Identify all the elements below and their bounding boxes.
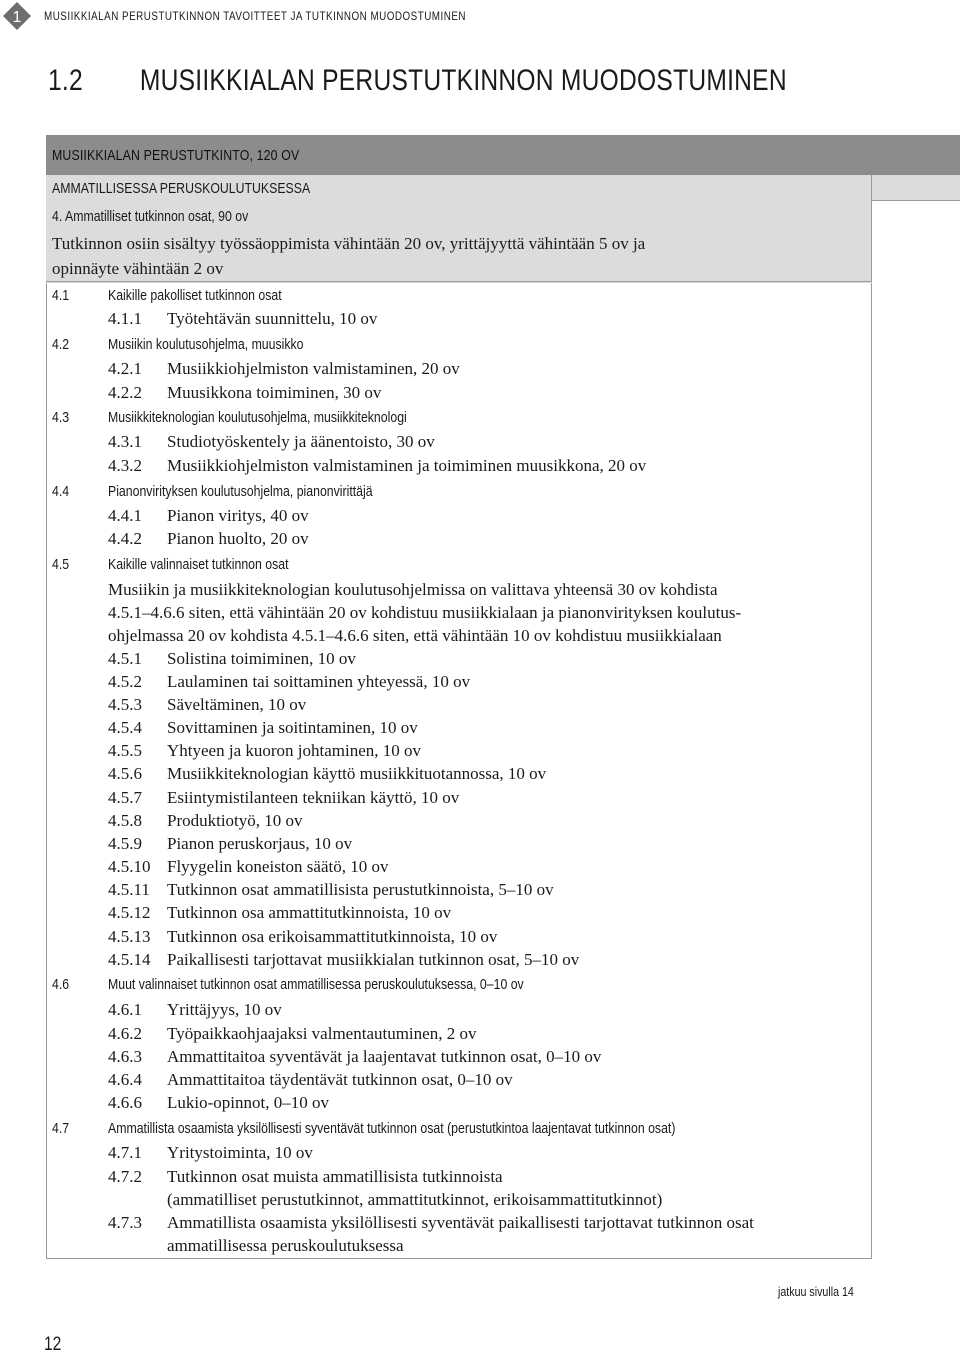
item-number: 4.5.7	[108, 788, 142, 807]
item-number: 4.2.2	[108, 383, 142, 402]
subsection-title: Muut valinnaiset tutkinnon osat ammatillisessa peruskoulutuksessa, 0–10 ov	[108, 976, 524, 993]
degree-title: MUSIIKKIALAN PERUSTUTKINTO, 120 OV	[52, 147, 300, 164]
section-heading	[48, 64, 787, 98]
item-number: 4.5.6	[108, 764, 142, 783]
item-title: Sovittaminen ja soitintaminen, 10 ov	[167, 718, 418, 737]
item-number: 4.5.10	[108, 857, 151, 876]
subsection-title: Kaikille valinnaiset tutkinnon osat	[108, 556, 289, 573]
part-description-line: opinnäyte vähintään 2 ov	[52, 259, 224, 278]
item-title: Produktiotyö, 10 ov	[167, 811, 303, 830]
subsection-title: Musiikkiteknologian koulutusohjelma, musiikkiteknologi	[108, 409, 407, 426]
degree-banner	[46, 135, 960, 175]
item-title: Tutkinnon osat muista ammatillisista tutkinnoista	[167, 1167, 503, 1186]
item-number: 4.1.1	[108, 309, 142, 328]
item-title: Yrittäjyys, 10 ov	[167, 1000, 282, 1019]
item-number: 4.5.12	[108, 903, 151, 922]
subsection-title: Kaikille pakolliset tutkinnon osat	[108, 287, 282, 304]
subsection-title: Ammatillista osaamista yksilöllisesti syventävät tutkinnon osat (perustutkintoa laajentavat tutkinnon osat)	[108, 1120, 676, 1137]
item-number: 4.5.13	[108, 927, 151, 946]
item-title: Laulaminen tai soittaminen yhteyessä, 10 ov	[167, 672, 471, 691]
page-number: 12	[44, 1334, 62, 1355]
item-title: Yhtyeen ja kuoron johtaminen, 10 ov	[167, 741, 422, 760]
item-title: Studiotyöskentely ja äänentoisto, 30 ov	[167, 432, 435, 451]
item-title: Ammattitaitoa syventävät ja laajentavat tutkinnon osat, 0–10 ov	[167, 1047, 602, 1066]
item-number: 4.4.2	[108, 529, 142, 548]
continue-note: jatkuu sivulla 14	[778, 1284, 854, 1299]
running-header	[0, 0, 960, 36]
paragraph-line: Musiikin ja musiikkiteknologian koulutusohjelmissa on valittava yhteensä 30 ov kohdista	[108, 580, 718, 599]
item-number: 4.2.1	[108, 359, 142, 378]
item-title: Solistina toimiminen, 10 ov	[167, 649, 356, 668]
part-description-line: Tutkinnon osiin sisältyy työssäoppimista vähintään 20 ov, yrittäjyyttä vähintään 5 ov ja	[52, 234, 646, 253]
item-title: Pianon peruskorjaus, 10 ov	[167, 834, 353, 853]
section-title: MUSIIKKIALAN PERUSTUTKINNON MUODOSTUMINEN	[139, 64, 787, 97]
item-number: 4.6.2	[108, 1024, 142, 1043]
item-title-continued: ammatillisessa peruskoulutuksessa	[167, 1236, 404, 1255]
subsection-number: 4.5	[52, 556, 70, 573]
subsection-number: 4.3	[52, 409, 70, 426]
item-title: Yritystoiminta, 10 ov	[167, 1143, 313, 1162]
subsection-number: 4.2	[52, 336, 70, 353]
item-title: Paikallisesti tarjottavat musiikkialan tutkinnon osat, 5–10 ov	[167, 950, 580, 969]
item-number: 4.3.2	[108, 456, 142, 475]
item-number: 4.6.4	[108, 1070, 142, 1089]
item-title: Pianon viritys, 40 ov	[167, 506, 309, 525]
item-title: Pianon huolto, 20 ov	[167, 529, 309, 548]
item-number: 4.7.3	[108, 1213, 142, 1232]
item-title: Musiikkiohjelmiston valmistaminen ja toimiminen muusikkona, 20 ov	[167, 456, 647, 475]
paragraph-line: 4.5.1–4.6.6 siten, että vähintään 20 ov kohdistuu musiikkialaan ja pianonvirityksen koulutus-	[108, 603, 742, 622]
subsection-number: 4.1	[52, 287, 70, 304]
item-title: Tutkinnon osat ammatillisista perustutkinnoista, 5–10 ov	[167, 880, 554, 899]
item-number: 4.5.11	[108, 880, 150, 899]
item-title: Säveltäminen, 10 ov	[167, 695, 307, 714]
item-title: Musiikkiohjelmiston valmistaminen, 20 ov	[167, 359, 460, 378]
item-title: Ammattitaitoa täydentävät tutkinnon osat, 0–10 ov	[167, 1070, 513, 1089]
item-title: Tutkinnon osa ammattitutkinnoista, 10 ov	[167, 903, 452, 922]
subsection-number: 4.6	[52, 976, 70, 993]
item-title: Tutkinnon osa erikoisammattitutkinnoista, 10 ov	[167, 927, 498, 946]
item-title: Työpaikkaohjaajaksi valmentautuminen, 2 ov	[167, 1024, 477, 1043]
item-number: 4.5.1	[108, 649, 142, 668]
subsection-title: Pianonvirityksen koulutusohjelma, pianonvirittäjä	[108, 483, 373, 500]
item-number: 4.7.1	[108, 1143, 142, 1162]
item-number: 4.3.1	[108, 432, 142, 451]
item-title: Musiikkiteknologian käyttö musiikkituotannossa, 10 ov	[167, 764, 547, 783]
item-title: Flyygelin koneiston säätö, 10 ov	[167, 857, 389, 876]
context-banner-step	[872, 175, 960, 201]
item-number: 4.7.2	[108, 1167, 142, 1186]
item-title: Muusikkona toimiminen, 30 ov	[167, 383, 382, 402]
subsection-number: 4.7	[52, 1120, 70, 1137]
item-number: 4.6.1	[108, 1000, 142, 1019]
item-title-continued: (ammatilliset perustutkinnot, ammattitutkinnot, erikoisammattitutkinnot)	[167, 1190, 663, 1209]
section-number: 1.2	[48, 64, 83, 97]
item-number: 4.5.14	[108, 950, 151, 969]
item-number: 4.4.1	[108, 506, 142, 525]
item-title: Ammatillista osaamista yksilöllisesti syventävät paikallisesti tarjottavat tutkinnon osat	[167, 1213, 754, 1232]
chapter-number: 1	[12, 9, 22, 26]
part-heading: 4. Ammatilliset tutkinnon osat, 90 ov	[52, 208, 249, 225]
item-number: 4.5.9	[108, 834, 142, 853]
subsection-number: 4.4	[52, 483, 70, 500]
item-title: Työtehtävän suunnittelu, 10 ov	[167, 309, 378, 328]
chapter-badge-icon	[3, 2, 31, 30]
item-number: 4.6.6	[108, 1093, 142, 1112]
item-number: 4.6.3	[108, 1047, 142, 1066]
item-number: 4.5.8	[108, 811, 142, 830]
item-number: 4.5.4	[108, 718, 142, 737]
context-banner-rule	[872, 200, 960, 201]
item-number: 4.5.3	[108, 695, 142, 714]
item-title: Lukio-opinnot, 0–10 ov	[167, 1093, 329, 1112]
context-title: AMMATILLISESSA PERUSKOULUTUKSESSA	[52, 180, 311, 197]
paragraph-line: ohjelmassa 20 ov kohdista 4.5.1–4.6.6 siten, että vähintään 10 ov kohdistuu musiikkialaan	[108, 626, 722, 645]
item-number: 4.5.2	[108, 672, 142, 691]
subsection-title: Musiikin koulutusohjelma, muusikko	[108, 336, 304, 353]
running-header-title: MUSIIKKIALAN PERUSTUTKINNON TAVOITTEET JA TUTKINNON MUODOSTUMINEN	[44, 9, 466, 23]
item-number: 4.5.5	[108, 741, 142, 760]
item-title: Esiintymistilanteen tekniikan käyttö, 10 ov	[167, 788, 460, 807]
